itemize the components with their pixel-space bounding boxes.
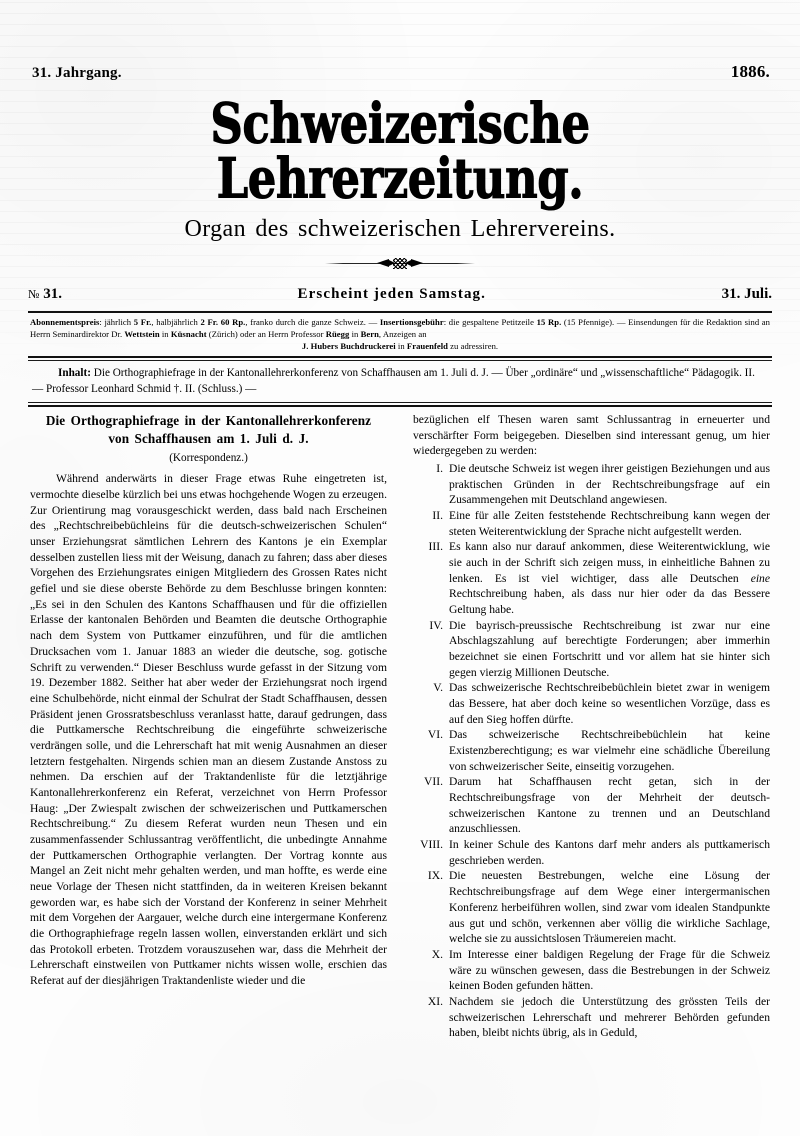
thesis-number: VI.	[427, 728, 443, 742]
rule-above-body	[28, 405, 772, 407]
list-item	[413, 618, 770, 681]
column-right	[413, 412, 770, 1041]
list-item	[413, 539, 770, 617]
thesis-text: In keiner Schule des Kantons darf mehr anders als puttkamerisch geschrieben werden.	[449, 838, 770, 867]
thesis-text: Im Interesse einer baldigen Regelung der Frage für die Schweiz wäre zu wünschen gewesen, dass die Bestrebungen in der Schweiz keinen Boden gefunden hätten.	[449, 947, 770, 993]
editor-name: Wettstein	[124, 329, 160, 340]
article-paragraph-left: Während anderwärts in dieser Frage etwas Ruhe eingetreten ist, vermochte dieselbe kürzlich bei uns etwas hochgehende Wogen zu erzeugen. Zur Orientirung mag vorausgeschickt werden, dass bald nach Erscheinen des „Rechtschreibebüchleins für die deutsch-schweizerischen Schulen“ unser Erziehungsrat sämtlichen Lehrern des Kantons je ein Exemplar desselben zustellen liess mit der Weisung, danach zu fahren; dass aber dieses Vorgehen des Erziehungsrates einigen Mitgliedern des Grossen Rates nicht gefiel und sie diese oberste Behörde zu dem Beschlusse bringen konnten: „Es sei in den Schulen des Kantons Schaffhausen und für die offiziellen Erlasse der kantonalen Behörden und Beamten die deutsche Orthographie nach dem System von Puttkamer einzuführen, und für die amtlichen Drucksachen vom 1. Januar 1883 an wieder die deutsche, sog. gotische Schrift zu verwenden.“ Dieser Beschluss wurde gefasst in der Sitzung vom 19. Dezember 1882. Seither hat aber weder der Erziehungsrat noch irgend eine Schulbehörde, nicht einmal der Schulrat der Stadt Schaffhausen, dessen Präsident jenen Grossratsbeschluss veranlasst hatte, darauf gedrungen, dass die Puttkamersche Rechtschreibung die eingeführte schweizerische verdrängen solle, und die Lehrerschaft hat mit wenig Ausnahmen an dieser letztern festgehalten. Nirgends schien man an diesem Zustande Anstoss zu nehmen. Da erschien auf der Traktandenliste für die letztjährige Kantonallehrerkonferenz ein Referat, verzeichnet von Herrn Professor Haug: „Der Zwiespalt zwischen der schweizerischen und Puttkamerschen Rechtschreibung.“ Zu diesem Referat wurden neun Thesen und ein zusammenfassender Schlussantrag veröffentlicht, die unbedingte Annahme der Puttkamerschen Orthographie verlangten. Der Vortrag konnte aus Mangel an Zeit nicht mehr gehalten werden, und man hoffte, es werde eine neue Vorlage der Thesen nicht stattfinden, da in weiteren Kreisen bekannt geworden war, es habe sich der Vorstand der Konferenz in seiner Mehrheit mit dem Vorgehen der Aargauer, welche durch eine intergermane Konferenz die Orthographiefrage regeln lassen wollen, einverstanden erklärt und sich das Protokoll erbeten. Trotzdem vorauszusehen war, dass die Mehrheit der Lehrerschaft einstweilen von Puttkamer nichts wissen wolle, erschien das Referat auf der diesjährigen Traktandenliste wieder und die	[30, 472, 387, 987]
editorial-address-text: (Zürich) oder an Herrn Professor	[206, 329, 326, 340]
halfyear-price: 2 Fr. 60 Rp.	[200, 317, 246, 327]
volume-year-row	[28, 62, 772, 82]
contents-text: Die Orthographiefrage in der Kantonallehrerkonferenz von Schaffhausen am 1. Juli d. J. — Über „ordinäre“ und „wissenschaftliche“ Pädagogik. II. — Professor Leonhard Schmid †. II. (Schluss.) —	[32, 366, 755, 395]
list-item	[413, 947, 770, 994]
journal-title: Schweizerische Lehrerzeitung.	[210, 91, 590, 211]
thesis-text-part-a: Es kann also nur darauf ankommen, diese Weiterentwicklung, wie sie auch in der Schrift sich zeigen muss, in einheitliche Bahnen zu lenken. Es ist viel wichtiger, dass alle Deutschen	[449, 540, 770, 585]
list-item	[413, 837, 770, 868]
advertising-fee-label: Insertionsgebühr	[379, 317, 444, 327]
journal-subtitle: Organ des schweizerischen Lehrervereins.	[184, 216, 616, 242]
contents-summary	[28, 361, 772, 403]
publication-frequency: Erscheint jeden Samstag.	[297, 286, 486, 302]
advertising-rate: 15 Rp.	[536, 317, 562, 327]
thesis-text: Nachdem sie jedoch die Unterstützung des grössten Teils der schweizerischen Lehrerschaft und mehrerer Behörden gefunden haben, bleibt nichts übrig, als in Geduld,	[449, 994, 770, 1040]
fleuron-divider-icon	[325, 256, 475, 270]
thesis-text: Eine für alle Zeiten feststehende Rechtschreibung kann wegen der steten Weiterentwicklung der Sprache nicht aufgestellt werden.	[449, 509, 770, 538]
list-item	[413, 727, 770, 774]
list-item	[413, 868, 770, 946]
rule-below-subscription	[28, 356, 772, 358]
thesis-text: Die bayrisch-preussische Rechtschreibung ist zwar nur eine Abschlagszahlung auf berechtigte Forderungen; aber immerhin bezeichnet sie einen Fortschritt und vor allem hat sie hinter sich gegen vierzig Millionen Deutsche.	[449, 618, 770, 679]
printer-text: in	[395, 341, 407, 352]
thesis-emphasis: eine	[750, 571, 770, 585]
thesis-number: IV.	[429, 618, 443, 632]
thesis-number: III.	[428, 540, 443, 554]
issue-date: 31. Juli.	[721, 286, 772, 302]
ornament-arrow-left-icon	[377, 259, 389, 267]
thesis-text: Darum hat Schaffhausen recht getan, sich in der Rechtschreibungsfrage von der Mehrheit der deutsch-schweizerischen Kantone zu trennen und an Deutschland anzuschliessen.	[449, 775, 770, 836]
thesis-text	[449, 539, 770, 617]
printer-text: zu adressiren.	[447, 341, 499, 352]
annual-price: 5 Fr.	[133, 317, 152, 327]
thesis-number: X.	[431, 947, 443, 961]
editorial-address-text: Einsendungen für die Redaktion sind an Herrn Seminardirektor Dr.	[30, 317, 771, 340]
list-item	[413, 774, 770, 837]
subscription-text: (15 Pfennige). —	[561, 317, 626, 327]
contents-label: Inhalt:	[58, 366, 91, 379]
issue-number-value: 31.	[43, 286, 62, 302]
editorial-address-text: in	[349, 329, 361, 340]
thesis-number: I.	[436, 462, 443, 476]
numero-sign-icon: №	[28, 287, 40, 301]
thesis-number: VII.	[424, 775, 443, 789]
list-item	[413, 994, 770, 1041]
masthead	[28, 62, 772, 407]
editor-city: Küsnacht	[170, 329, 207, 340]
thesis-number: IX.	[427, 869, 443, 883]
thesis-number: VIII.	[420, 838, 443, 852]
article-headline-line2: von Schaffhausen am 1. Juli d. J.	[108, 431, 309, 447]
article-kicker: (Korrespondenz.)	[169, 452, 248, 465]
editorial-address-text: , Anzeigen an	[378, 329, 427, 340]
subscription-price-label: Abonnementspreis	[30, 317, 100, 327]
thesis-number: XI.	[427, 994, 443, 1008]
subscription-text: , halbjährlich	[151, 317, 201, 327]
editorial-address-text: in	[159, 329, 171, 340]
thesis-text: Das schweizerische Rechtschreibebüchlein bietet zwar in wenigem das Bessere, hat aber doch keine so wesentlichen Vorzüge, dass es auf den Sieg hoffen dürfte.	[449, 681, 770, 726]
article-paragraph-right: bezüglichen elf Thesen waren samt Schlussantrag in erneuerter und verschärfter Form beigegeben. Dieselben sind interessant genug, um hier wiedergegeben zu werden:	[413, 413, 770, 458]
list-item	[413, 508, 770, 539]
year-label: 1886.	[730, 62, 770, 81]
thesis-number: V.	[433, 681, 443, 695]
list-item	[413, 680, 770, 727]
body-columns	[30, 412, 770, 1041]
contents-label-wrap	[32, 367, 91, 379]
thesis-list	[413, 461, 770, 1041]
printer-address-line	[30, 340, 770, 352]
coeditor-name: Rüegg	[325, 329, 350, 340]
printer-city: Frauenfeld	[406, 341, 448, 352]
column-left	[30, 412, 387, 1041]
issue-info-row	[28, 286, 772, 303]
thesis-number: II.	[432, 509, 443, 523]
printer-name: J. Hubers Buchdruckerei	[301, 341, 396, 352]
subscription-imprint-block	[28, 313, 772, 356]
ornament-arrow-right-icon	[411, 259, 423, 267]
issue-number	[28, 286, 62, 303]
thesis-text: Das schweizerische Rechtschreibebüchlein hat keine Existenzberechtigung; es war vielmehr eine schädliche Übereilung von schweizerischer Seite, einseitig vorzugehen.	[449, 728, 770, 773]
thesis-text: Die deutsche Schweiz ist wegen ihrer geistigen Beziehungen und aus praktischen Gründen in der Rechtschreibungsfrage auf ein Zusammengehen mit Deutschland angewiesen.	[449, 462, 770, 507]
article-headline	[30, 412, 387, 448]
volume-label: 31. Jahrgang.	[32, 65, 122, 81]
rule-below-inhalt	[28, 402, 772, 403]
coeditor-city: Bern	[360, 329, 379, 340]
thesis-text: Die neuesten Bestrebungen, welche eine Lösung der Rechtschreibungsfrage auf dem Wege einer intergermanischen Konferenz herbeiführen wollen, sind zwar vom idealen Standpunkte aus gut und schön, verkennen aber völlig die wirkliche Sachlage, welche sie zu aussichtslosen Träumereien macht.	[449, 869, 770, 946]
subscription-text: : die gespaltene Petitzeile	[443, 317, 537, 327]
subscription-text: : jährlich	[99, 317, 134, 327]
list-item	[413, 461, 770, 508]
subscription-text: , franko durch die ganze Schweiz. —	[245, 317, 380, 327]
thesis-text-part-b: Rechtschreibung haben, als dass nur hier oder da das Bessere Geltung habe.	[449, 587, 770, 617]
article-headline-line1: Die Orthographiefrage in der Kantonallehrerkonferenz	[45, 413, 372, 428]
